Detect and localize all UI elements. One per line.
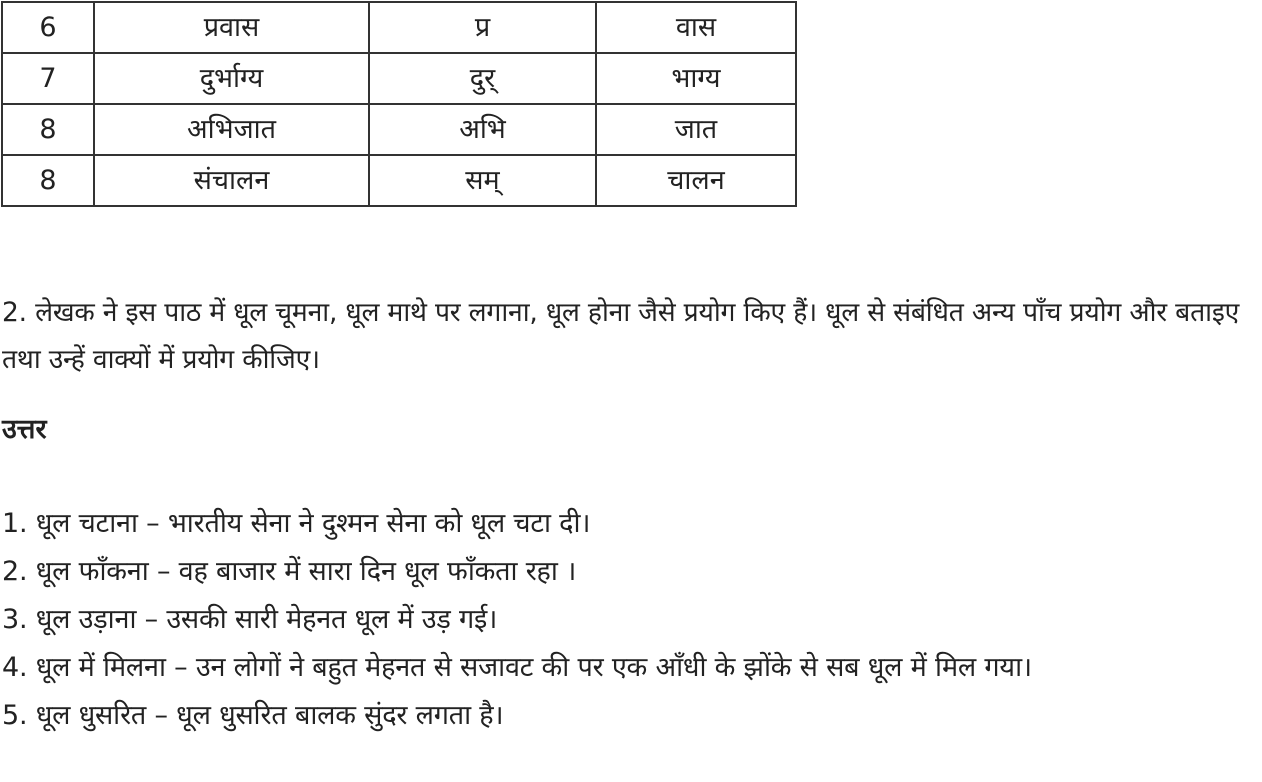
word-cell: संचालन	[94, 155, 369, 206]
list-item: 3. धूल उड़ाना – उसकी सारी मेहनत धूल में उड़ गई।	[2, 604, 498, 635]
list-item: 5. धूल धुसरित – धूल धुसरित बालक सुंदर लगता है।	[2, 700, 504, 731]
answer-heading: उत्तर	[2, 414, 47, 445]
table-row	[2, 2, 796, 53]
word-cell: प्रवास	[94, 2, 369, 53]
table-row	[2, 104, 796, 155]
root-cell: चालन	[596, 155, 796, 206]
root-cell: जात	[596, 104, 796, 155]
prefix-cell: अभि	[369, 104, 596, 155]
row-number: 6	[2, 2, 94, 53]
root-cell: भाग्य	[596, 53, 796, 104]
word-cell: दुर्भाग्य	[94, 53, 369, 104]
question-text: 2. लेखक ने इस पाठ में धूल चूमना, धूल माथे पर लगाना, धूल होना जैसे प्रयोग किए हैं। धूल से संबंधित अन्य पाँच प्रयोग और बताइए तथा उन्हें वाक्यों में प्रयोग कीजिए।	[2, 296, 1240, 375]
row-number: 7	[2, 53, 94, 104]
word-cell: अभिजात	[94, 104, 369, 155]
list-item: 1. धूल चटाना – भारतीय सेना ने दुश्मन सेना को धूल चटा दी।	[2, 508, 591, 539]
row-number: 8	[2, 155, 94, 206]
table-row	[2, 53, 796, 104]
prefix-cell: दुर्	[369, 53, 596, 104]
prefix-cell: सम्	[369, 155, 596, 206]
answer-list	[2, 500, 1260, 740]
table-row	[2, 155, 796, 206]
prefix-table	[1, 1, 797, 207]
list-item: 2. धूल फाँकना – वह बाजार में सारा दिन धूल फाँकता रहा ।	[2, 556, 577, 587]
row-number: 8	[2, 104, 94, 155]
root-cell: वास	[596, 2, 796, 53]
prefix-cell: प्र	[369, 2, 596, 53]
list-item: 4. धूल में मिलना – उन लोगों ने बहुत मेहनत से सजावट की पर एक आँधी के झोंके से सब धूल में मिल गया।	[2, 652, 1032, 683]
